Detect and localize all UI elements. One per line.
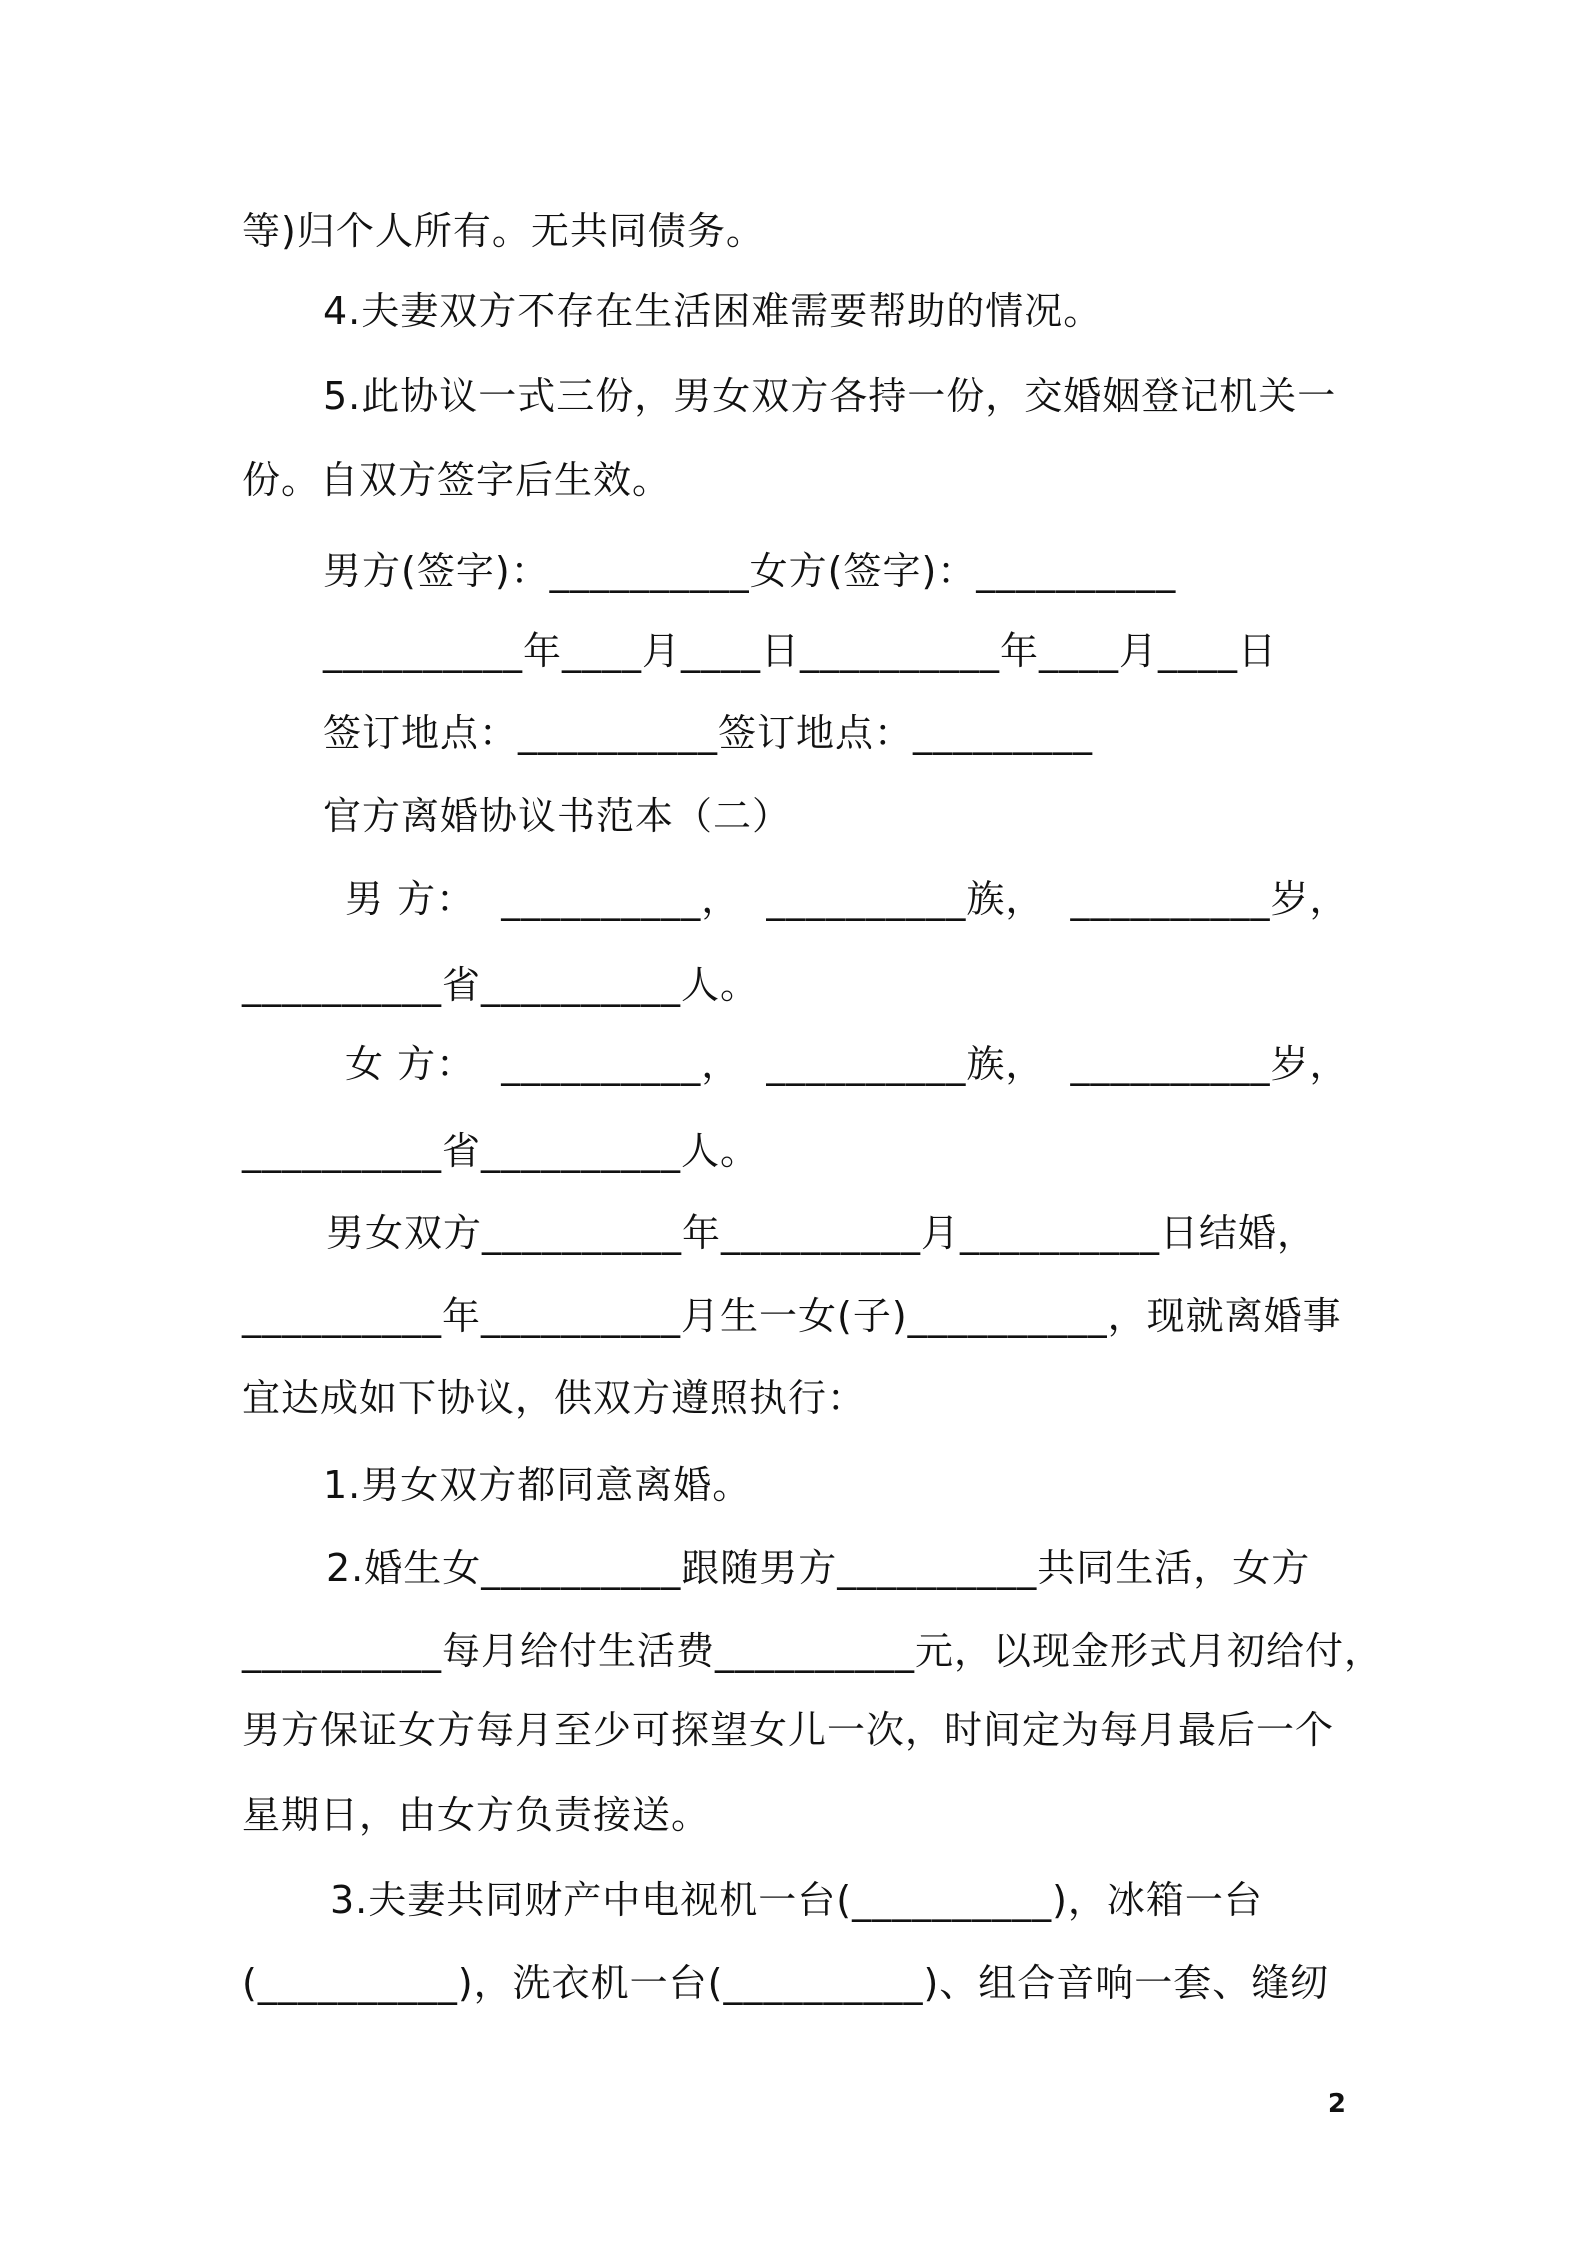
page-number: 2 bbox=[1327, 2089, 1346, 2119]
text-line: 份。自双方签字后生效。 bbox=[242, 458, 672, 502]
text-line: 星期日，由女方负责接送。 bbox=[242, 1793, 711, 1837]
section-heading: 官方离婚协议书范本（二） bbox=[323, 794, 792, 838]
male-party-line: 男 方： __________， __________族， __________岁， bbox=[345, 877, 1349, 921]
female-party-line: 女 方： __________， __________族， __________岁， bbox=[345, 1042, 1349, 1086]
text-line: 5.此协议一式三份，男女双方各持一份，交婚姻登记机关一 bbox=[323, 374, 1337, 418]
text-line: 等)归个人所有。无共同债务。 bbox=[242, 209, 765, 253]
text-line: 男方保证女方每月至少可探望女儿一次，时间定为每月最后一个 bbox=[242, 1708, 1335, 1752]
text-line: 4.夫妻双方不存在生活困难需要帮助的情况。 bbox=[323, 289, 1103, 333]
text-line: __________年__________月生一女(子)__________，现就离婚事 bbox=[242, 1294, 1342, 1338]
text-line: 宜达成如下协议，供双方遵照执行： bbox=[242, 1376, 867, 1420]
text-line: __________每月给付生活费__________元，以现金形式月初给付， bbox=[242, 1629, 1384, 1673]
text-line: (__________)，洗衣机一台(__________)、组合音响一套、缝纫 bbox=[242, 1961, 1330, 2005]
text-line: 2.婚生女__________跟随男方__________共同生活，女方 bbox=[326, 1546, 1311, 1590]
text-line: 1.男女双方都同意离婚。 bbox=[323, 1463, 752, 1507]
text-line: __________省__________人。 bbox=[242, 1129, 760, 1173]
signature-line: 男方(签字)：__________女方(签字)：__________ bbox=[323, 549, 1177, 593]
text-line: __________省__________人。 bbox=[242, 963, 760, 1007]
date-line: __________年____月____日__________年____月____日 bbox=[323, 629, 1278, 673]
text-line: 男女双方__________年__________月__________日结婚， bbox=[326, 1211, 1317, 1255]
location-line: 签订地点：__________签订地点：_________ bbox=[323, 711, 1094, 755]
text-line: 3.夫妻共同财产中电视机一台(__________)，冰箱一台 bbox=[330, 1878, 1263, 1922]
